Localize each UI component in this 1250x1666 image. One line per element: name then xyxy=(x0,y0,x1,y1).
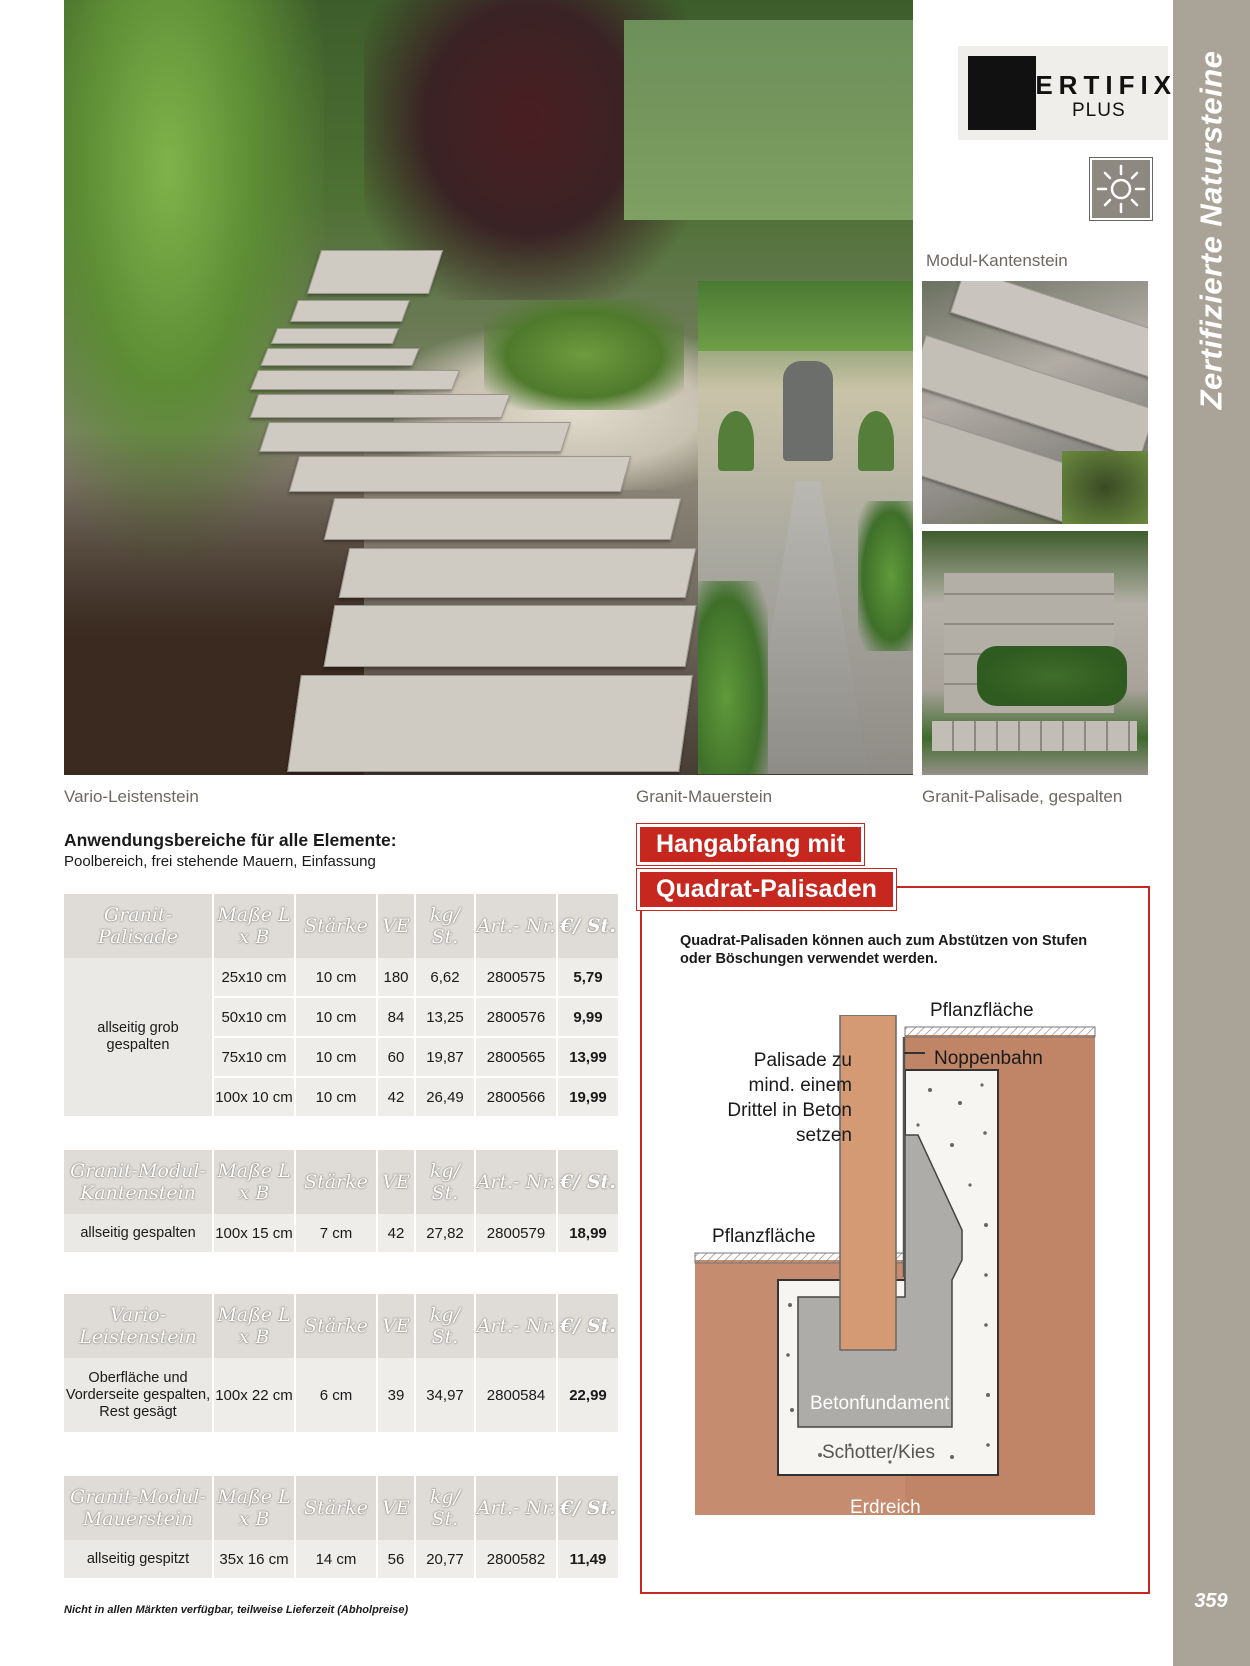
cell-ve: 180 xyxy=(378,958,416,996)
table-header xyxy=(64,1150,618,1214)
label-noppenbahn: Noppenbahn xyxy=(934,1048,1043,1069)
product-desc: allseitig grob gespalten xyxy=(64,958,214,1116)
cell-kg: 19,87 xyxy=(416,1038,476,1076)
header-art: Art.- Nr. xyxy=(476,1150,558,1214)
cell-staerke: 10 cm xyxy=(296,998,378,1036)
label-pflanzflaeche-left: Pflanzfläche xyxy=(712,1226,816,1247)
cell-staerke: 10 cm xyxy=(296,1038,378,1076)
cell-preis: 22,99 xyxy=(569,1386,607,1404)
cell-masse: 100x 22 cm xyxy=(214,1358,296,1432)
header-preis: €/ St. xyxy=(560,1171,616,1193)
product-desc: allseitig gespalten xyxy=(64,1214,214,1252)
cell-staerke: 7 cm xyxy=(296,1214,378,1252)
sun-icon xyxy=(1090,158,1152,220)
table-row xyxy=(214,1038,618,1078)
cell-masse: 75x10 cm xyxy=(214,1038,296,1076)
cell-ve: 42 xyxy=(378,1214,416,1252)
cell-staerke: 6 cm xyxy=(296,1358,378,1432)
cell-art: 2800576 xyxy=(476,998,558,1036)
cell-preis: 9,99 xyxy=(573,1008,603,1026)
header-staerke: Stärke xyxy=(296,1476,378,1540)
product-desc: Oberfläche und Vorderseite gespalten, Rest gesägt xyxy=(64,1358,214,1432)
cell-masse: 35x 16 cm xyxy=(214,1540,296,1578)
cell-ve: 56 xyxy=(378,1540,416,1578)
courtyard-photo xyxy=(698,281,913,774)
cell-preis: 13,99 xyxy=(569,1048,607,1066)
header-product: Granit- Palisade xyxy=(64,894,214,958)
table-row xyxy=(214,958,618,998)
table-row xyxy=(214,1214,618,1252)
header-art: Art.- Nr. xyxy=(476,1476,558,1540)
application-desc: Poolbereich, frei stehende Mauern, Einfassung xyxy=(64,853,376,870)
header-kg: kg/ St. xyxy=(416,1150,476,1214)
cell-preis: 18,99 xyxy=(569,1224,607,1242)
caption-courtyard-photo: Granit-Mauerstein xyxy=(636,787,773,806)
table-row xyxy=(214,998,618,1038)
header-staerke: Stärke xyxy=(296,1294,378,1358)
label-schotter: Schotter/Kies xyxy=(822,1442,935,1463)
cell-staerke: 10 cm xyxy=(296,1078,378,1116)
table-header xyxy=(64,1294,618,1358)
header-masse: Maße L x B xyxy=(214,1476,296,1540)
header-kg: kg/ St. xyxy=(416,894,476,958)
header-preis: €/ St. xyxy=(560,1315,616,1337)
header-product: Granit-Modul- Mauerstein xyxy=(64,1476,214,1540)
table-header xyxy=(64,894,618,958)
table-header xyxy=(64,1476,618,1540)
cell-staerke: 10 cm xyxy=(296,958,378,996)
cell-ve: 42 xyxy=(378,1078,416,1116)
label-pflanzflaeche-top: Pflanzfläche xyxy=(930,1000,1034,1021)
caption-palisade-photo: Granit-Palisade, gespalten xyxy=(922,787,1123,806)
cell-preis: 11,49 xyxy=(569,1550,607,1568)
cell-preis: 5,79 xyxy=(573,968,603,986)
label-betonfundament: Betonfundament xyxy=(810,1393,950,1414)
cell-masse: 100x 15 cm xyxy=(214,1214,296,1252)
table-vario-leistenstein xyxy=(64,1294,618,1432)
header-masse: Maße L x B xyxy=(214,894,296,958)
header-kg: kg/ St. xyxy=(416,1476,476,1540)
cell-art: 2800566 xyxy=(476,1078,558,1116)
cell-art: 2800575 xyxy=(476,958,558,996)
cell-kg: 13,25 xyxy=(416,998,476,1036)
header-art: Art.- Nr. xyxy=(476,1294,558,1358)
table-modul-kantenstein xyxy=(64,1150,618,1252)
side-title: Zertifizierte Natursteine xyxy=(1193,50,1229,410)
logo-sub: PLUS xyxy=(1072,100,1126,121)
footnote: Nicht in allen Märkten verfügbar, teilweise Lieferzeit (Abholpreise) xyxy=(64,1604,409,1616)
cell-staerke: 14 cm xyxy=(296,1540,378,1578)
header-art: Art.- Nr. xyxy=(476,894,558,958)
cell-art: 2800584 xyxy=(476,1358,558,1432)
cell-masse: 50x10 cm xyxy=(214,998,296,1036)
cell-art: 2800582 xyxy=(476,1540,558,1578)
cell-kg: 34,97 xyxy=(416,1358,476,1432)
cell-art: 2800579 xyxy=(476,1214,558,1252)
header-ve: VE xyxy=(378,1150,416,1214)
header-kg: kg/ St. xyxy=(416,1294,476,1358)
header-product: Vario- Leistenstein xyxy=(64,1294,214,1358)
kantenstein-photo xyxy=(922,281,1148,524)
label-palisade-note: Palisade zu mind. einem Drittel in Beton setzen xyxy=(727,1050,852,1146)
application-title: Anwendungsbereiche für alle Elemente: xyxy=(64,830,397,850)
hangabfang-title-line1: Hangabfang mit xyxy=(640,827,861,862)
cell-art: 2800565 xyxy=(476,1038,558,1076)
header-preis: €/ St. xyxy=(560,915,616,937)
logo-name: XERTIFIX xyxy=(1012,70,1178,100)
header-ve: VE xyxy=(378,894,416,958)
cell-ve: 39 xyxy=(378,1358,416,1432)
cell-ve: 60 xyxy=(378,1038,416,1076)
label-erdreich: Erdreich xyxy=(850,1497,921,1518)
header-masse: Maße L x B xyxy=(214,1294,296,1358)
header-ve: VE xyxy=(378,1294,416,1358)
table-row xyxy=(214,1358,618,1432)
cell-preis: 19,99 xyxy=(569,1088,607,1106)
hangabfang-title-line2: Quadrat-Palisaden xyxy=(640,872,893,907)
cell-masse: 100x 10 cm xyxy=(214,1078,296,1116)
header-ve: VE xyxy=(378,1476,416,1540)
header-masse: Maße L x B xyxy=(214,1150,296,1214)
header-staerke: Stärke xyxy=(296,894,378,958)
cell-kg: 6,62 xyxy=(416,958,476,996)
cell-kg: 20,77 xyxy=(416,1540,476,1578)
cell-ve: 84 xyxy=(378,998,416,1036)
caption-kanten-photo: Modul-Kantenstein xyxy=(926,251,1068,270)
header-preis: €/ St. xyxy=(560,1497,616,1519)
table-row xyxy=(214,1078,618,1116)
table-modul-mauerstein xyxy=(64,1476,618,1578)
hangabfang-intro: Quadrat-Palisaden können auch zum Abstützen von Stufen oder Böschungen verwendet werden. xyxy=(680,933,1088,967)
table-granit-palisade xyxy=(64,894,618,1116)
cell-kg: 26,49 xyxy=(416,1078,476,1116)
caption-main-photo: Vario-Leistenstein xyxy=(64,787,199,806)
page-number: 359 xyxy=(1194,1590,1228,1612)
table-row xyxy=(214,1540,618,1578)
header-product: Granit-Modul- Kantenstein xyxy=(64,1150,214,1214)
palisade-photo xyxy=(922,531,1148,775)
header-staerke: Stärke xyxy=(296,1150,378,1214)
cell-kg: 27,82 xyxy=(416,1214,476,1252)
cell-masse: 25x10 cm xyxy=(214,958,296,996)
product-desc: allseitig gespitzt xyxy=(64,1540,214,1578)
